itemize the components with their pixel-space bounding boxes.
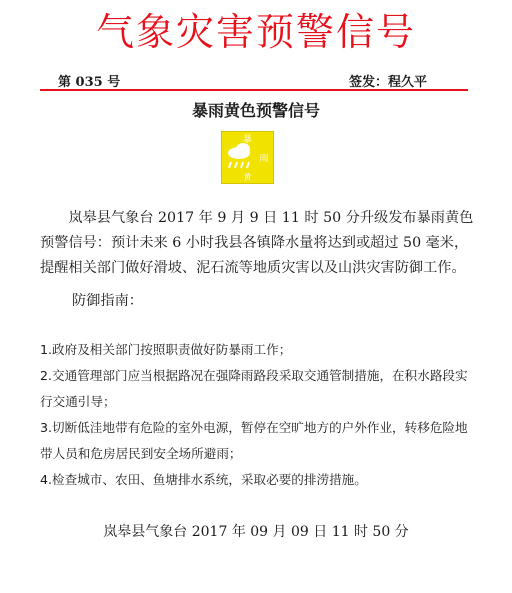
issuer-timestamp: 岚皋县气象台 2017 年 09 月 09 日 11 时 50 分 [103, 524, 409, 540]
document-header-title: 气象灾害预警信号 [95, 10, 416, 54]
list-item: 4.检查城市、农田、鱼塘排水系统，采取必要的排涝措施。 [40, 472, 367, 487]
warning-title: 暴雨黄色预警信号 [191, 101, 320, 120]
badge-bottom-text: 黄 [243, 173, 252, 182]
rainstorm-yellow-warning-badge [221, 131, 274, 184]
defense-guide-list [40, 337, 476, 493]
badge-top-text: 暴 [242, 135, 253, 145]
warning-paragraph: 岚皋县气象台 2017 年 9 月 9 日 11 时 50 分升级发布暴雨黄色预警信号：预计未来 6 小时我县各镇降水量将达到或超过 50 毫米，提醒相关部门做好滑坡、泥石流等地质灾害以及山洪灾害防御工作。 [40, 210, 474, 276]
document-signer: 签发：程久平 [349, 75, 428, 90]
list-item: 2.交通管理部门应当根据路况在强降雨路段采取交通管制措施，在积水路段实行交通引导； [40, 368, 468, 409]
badge-right-text: 雨 [259, 154, 269, 164]
defense-guide-heading: 防御指南： [72, 293, 143, 309]
list-item: 3.切断低洼地带有危险的室外电源，暂停在空旷地方的户外作业，转移危险地带人员和危房居民到安全场所避雨； [40, 420, 468, 461]
list-item: 1.政府及相关部门按照职责做好防暴雨工作； [40, 342, 292, 357]
document-number: 第 035 号 [58, 75, 121, 90]
header-divider [40, 89, 468, 91]
